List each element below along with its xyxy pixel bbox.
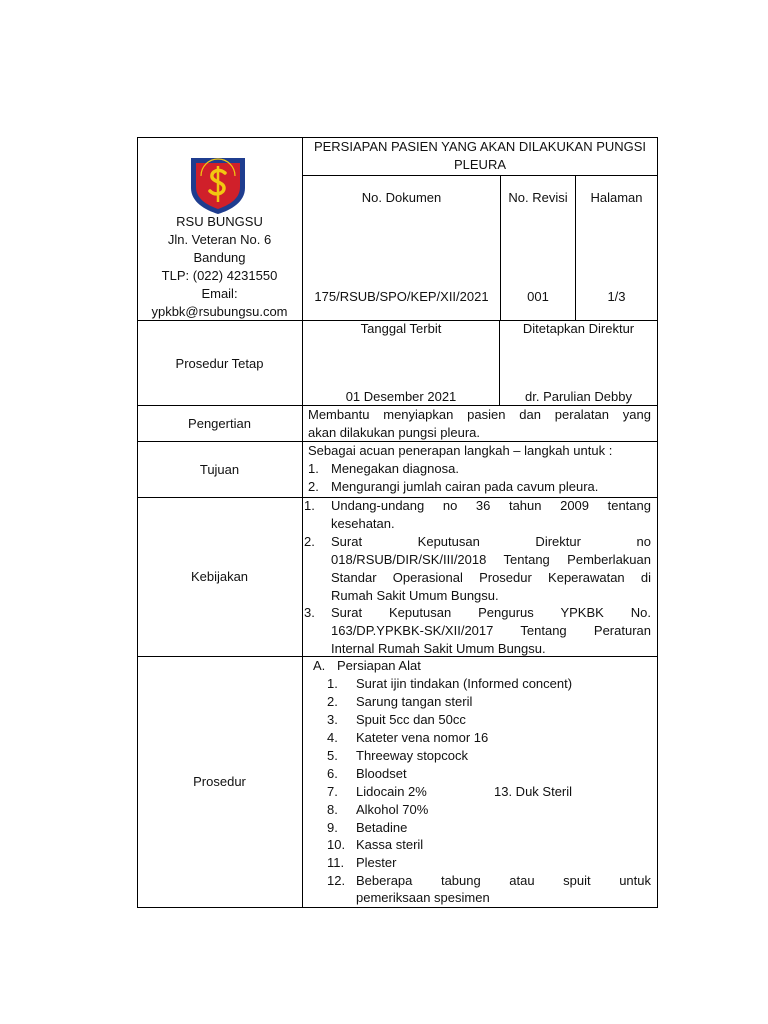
procedure-section-marker: A.	[313, 658, 326, 673]
org-phone: TLP: (022) 4231550	[161, 268, 278, 283]
hospital-logo	[187, 154, 249, 216]
policy-item-number: 3.	[304, 605, 315, 620]
org-email-label: Email:	[201, 286, 238, 301]
doc-number-value: 175/RSUB/SPO/KEP/XII/2021	[314, 289, 489, 304]
purpose-item-text: Mengurangi jumlah cairan pada cavum pleura.	[331, 479, 599, 494]
procedure-section-title: Persiapan Alat	[337, 658, 421, 673]
policy-item-line: Surat Keputusan Direktur no	[331, 534, 651, 549]
tool-item: Kateter vena nomor 16	[356, 730, 489, 745]
revision-label: No. Revisi	[508, 190, 568, 205]
policy-item-number: 2.	[304, 534, 315, 549]
issue-date-label: Tanggal Terbit	[360, 321, 442, 336]
document-title-line-1: PERSIAPAN PASIEN YANG AKAN DILAKUKAN PUNGSI	[313, 139, 647, 154]
purpose-item-text: Menegakan diagnosa.	[331, 461, 459, 476]
policy-item-line: 018/RSUB/DIR/SK/III/2018 Tentang Pemberlakuan	[331, 552, 651, 567]
table-border-bottom	[137, 907, 658, 908]
tool-item: Betadine	[356, 820, 408, 835]
tool-number: 1.	[327, 676, 338, 691]
org-address-1: Jln. Veteran No. 6	[167, 232, 272, 247]
page-label: Halaman	[590, 190, 643, 205]
purpose-item-number: 2.	[308, 479, 319, 494]
tool-number: 7.	[327, 784, 338, 799]
revision-value: 001	[527, 289, 549, 304]
policy-item-line: Rumah Sakit Umum Bungsu.	[331, 588, 499, 603]
document-title-line-2: PLEURA	[453, 157, 507, 172]
doc-number-label: No. Dokumen	[361, 190, 442, 205]
tool-item: Threeway stopcock	[356, 748, 468, 763]
org-email: ypkbk@rsubungsu.com	[151, 304, 288, 319]
purpose-intro: Sebagai acuan penerapan langkah – langkah untuk :	[308, 443, 613, 458]
tool-number: 3.	[327, 712, 338, 727]
tool-item: Sarung tangan steril	[356, 694, 473, 709]
tool-number: 2.	[327, 694, 338, 709]
tool-number: 6.	[327, 766, 338, 781]
purpose-item-number: 1.	[308, 461, 319, 476]
policy-item-line: Surat Keputusan Pengurus YPKBK No.	[331, 605, 651, 620]
director-label: Ditetapkan Direktur	[522, 321, 635, 336]
tool-number: 12.	[327, 873, 346, 888]
tool-item-13: 13. Duk Steril	[494, 784, 573, 799]
policy-item-line: Undang-undang no 36 tahun 2009 tentang	[331, 498, 651, 513]
org-address-2: Bandung	[193, 250, 246, 265]
tool-item: Beberapa tabung atau spuit untuk	[356, 873, 651, 888]
tool-number: 11.	[327, 855, 345, 870]
org-name: RSU BUNGSU	[176, 214, 263, 229]
policy-item-line: Standar Operasional Prosedur Keperawatan di	[331, 570, 651, 585]
tool-number: 10.	[327, 837, 346, 852]
tool-item: Plester	[356, 855, 397, 870]
director-name: dr. Parulian Debby	[525, 389, 632, 404]
tool-number: 5.	[327, 748, 338, 763]
issue-date-value: 01 Desember 2021	[345, 389, 457, 404]
policy-label: Kebijakan	[190, 569, 249, 584]
tool-item: Alkohol 70%	[356, 802, 429, 817]
policy-item-line: Internal Rumah Sakit Umum Bungsu.	[331, 641, 546, 656]
tool-item: Lidocain 2%	[356, 784, 427, 799]
tool-item-continuation: pemeriksaan spesimen	[356, 890, 490, 905]
sop-document	[137, 137, 658, 908]
page-value: 1/3	[607, 289, 626, 304]
tool-item: Spuit 5cc dan 50cc	[356, 712, 466, 727]
definition-line-2: akan dilakukan pungsi pleura.	[308, 425, 481, 440]
purpose-label: Tujuan	[199, 462, 240, 477]
tool-number: 4.	[327, 730, 338, 745]
tool-item: Kassa steril	[356, 837, 424, 852]
definition-label: Pengertian	[188, 416, 251, 431]
procedure-type-label: Prosedur Tetap	[175, 356, 264, 371]
tool-item: Surat ijin tindakan (Informed concent)	[356, 676, 573, 691]
column-divider	[302, 137, 303, 908]
definition-line-1: Membantu menyiapkan pasien dan peralatan yang	[308, 407, 651, 422]
policy-item-line: kesehatan.	[331, 516, 395, 531]
tool-number: 8.	[327, 802, 338, 817]
procedure-label: Prosedur	[193, 774, 246, 789]
title-divider	[302, 175, 658, 176]
policy-item-number: 1.	[304, 498, 315, 513]
policy-item-line: 163/DP.YPKBK-SK/XII/2017 Tentang Peraturan	[331, 623, 651, 638]
tool-item: Bloodset	[356, 766, 407, 781]
table-border-right	[657, 137, 658, 908]
tool-number: 9.	[327, 820, 338, 835]
